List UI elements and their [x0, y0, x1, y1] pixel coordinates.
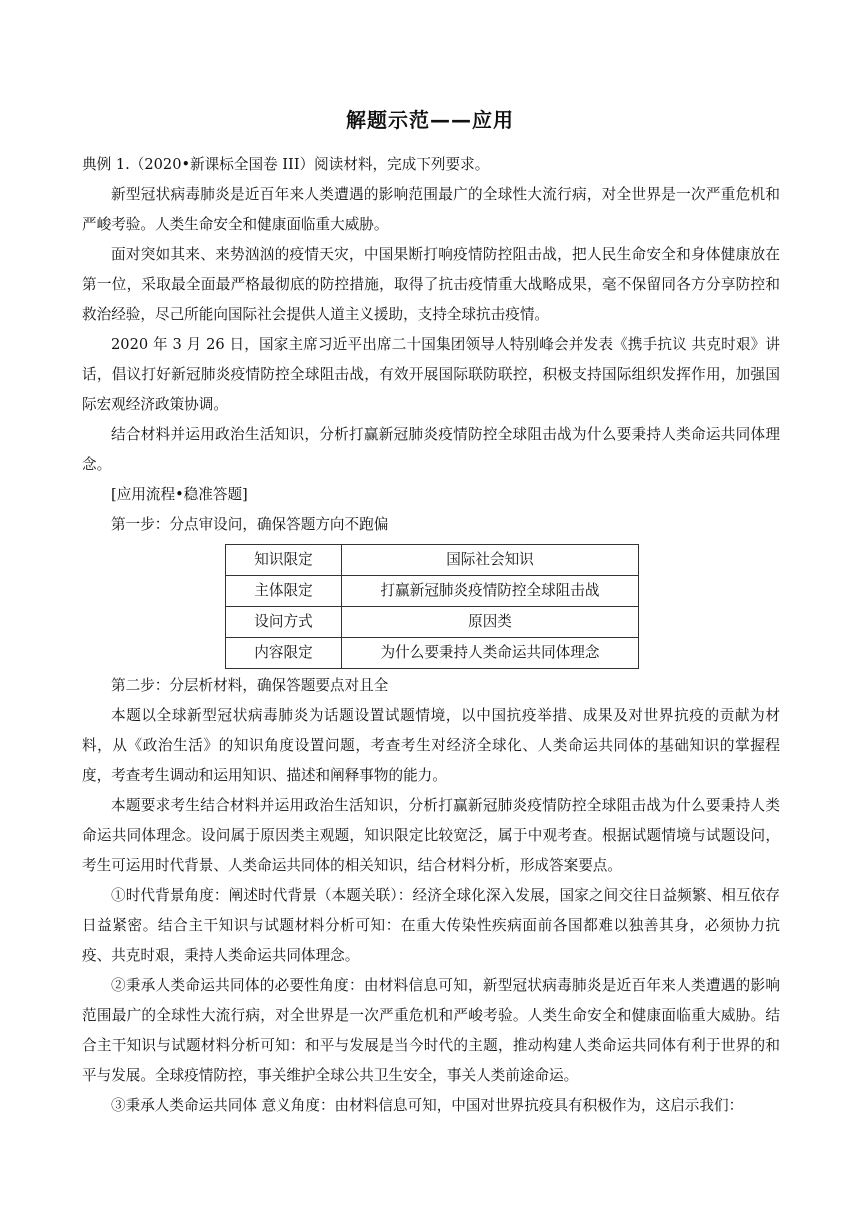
question-text: 结合材料并运用政治生活知识，分析打赢新冠肺炎疫情防控全球阻击战为什么要秉持人类命运共同体理念。 [82, 426, 780, 473]
analysis-paragraph: 本题以全球新型冠状病毒肺炎为话题设置试题情境，以中国抗疫举措、成果及对世界抗疫的贡献为材料，从《政治生活》的知识角度设置问题，考查考生对经济全球化、人类命运共同体的基础知识的掌握程度，考查考生调动和运用知识、描述和阐释事物的能力。 [82, 707, 780, 784]
table-key-cell: 设问方式 [226, 607, 342, 638]
table-value-cell: 打赢新冠肺炎疫情防控全球阻击战 [342, 576, 639, 607]
table-value-cell: 为什么要秉持人类命运共同体理念 [342, 638, 639, 669]
step-two-heading: 第二步：分层析材料，确保答题要点对且全 [111, 677, 389, 694]
table-key-cell: 内容限定 [226, 638, 342, 669]
analysis-table [225, 544, 639, 669]
table-key-cell: 知识限定 [226, 545, 342, 576]
table-value-cell: 国际社会知识 [342, 545, 639, 576]
analysis-paragraph: 本题要求考生结合材料并运用政治生活知识，分析打赢新冠肺炎疫情防控全球阻击战为什么要秉持人类命运共同体理念。设问属于原因类主观题，知识限定比较宽泛，属于中观考查。根据试题情境与试题设问，考生可运用时代背景、人类命运共同体的相关知识，结合材料分析，形成答案要点。 [82, 797, 780, 874]
table-row [226, 607, 639, 638]
material-paragraph: 面对突如其来、来势汹汹的疫情天灾，中国果断打响疫情防控阻击战，把人民生命安全和身体健康放在第一位，采取最全面最严格最彻底的防控措施，取得了抗击疫情重大战略成果，毫不保留同各方分享防控和救治经验，尽己所能向国际社会提供人道主义援助，支持全球抗击疫情。 [82, 246, 780, 323]
table-key-cell: 主体限定 [226, 576, 342, 607]
step-one-heading: 第一步：分点审设问，确保答题方向不跑偏 [111, 516, 389, 533]
material-paragraph: 2020 年 3 月 26 日，国家主席习近平出席二十国集团领导人特别峰会并发表《携手抗议 共克时艰》讲话，倡议打好新冠肺炎疫情防控全球阻击战，有效开展国际联防联控，积极支持国际组织发挥作用，加强国际宏观经济政策协调。 [82, 336, 780, 413]
table-row [226, 545, 639, 576]
analysis-point: ②秉承人类命运共同体的必要性角度：由材料信息可知，新型冠状病毒肺炎是近百年来人类遭遇的影响范围最广的全球性大流行病，对全世界是一次严重危机和严峻考验。人类生命安全和健康面临重大威胁。结合主干知识与试题材料分析可知：和平与发展是当今时代的主题，推动构建人类命运共同体有利于世界的和平与发展。全球疫情防控，事关维护全球公共卫生安全，事关人类前途命运。 [82, 977, 780, 1084]
table-value-cell: 原因类 [342, 607, 639, 638]
material-paragraph: 新型冠状病毒肺炎是近百年来人类遭遇的影响范围最广的全球性大流行病，对全世界是一次严重危机和严峻考验。人类生命安全和健康面临重大威胁。 [82, 186, 780, 233]
table-row [226, 576, 639, 607]
analysis-point: ①时代背景角度：阐述时代背景（本题关联）：经济全球化深入发展，国家之间交往日益频繁、相互依存日益紧密。结合主干知识与试题材料分析可知：在重大传染性疾病面前各国都难以独善其身，必须协力抗疫、共克时艰，秉持人类命运共同体理念。 [82, 887, 780, 964]
analysis-point: ③秉承人类命运共同体 意义角度：由材料信息可知，中国对世界抗疫具有积极作为，这启示我们： [111, 1097, 744, 1114]
page-title: 解题示范——应用 [346, 108, 514, 132]
question-head: 典例 1.（2020•新课标全国卷 III）阅读材料，完成下列要求。 [82, 156, 490, 173]
section-label: [应用流程•稳准答题] [111, 486, 248, 503]
table-row [226, 638, 639, 669]
document-body [82, 150, 780, 1121]
